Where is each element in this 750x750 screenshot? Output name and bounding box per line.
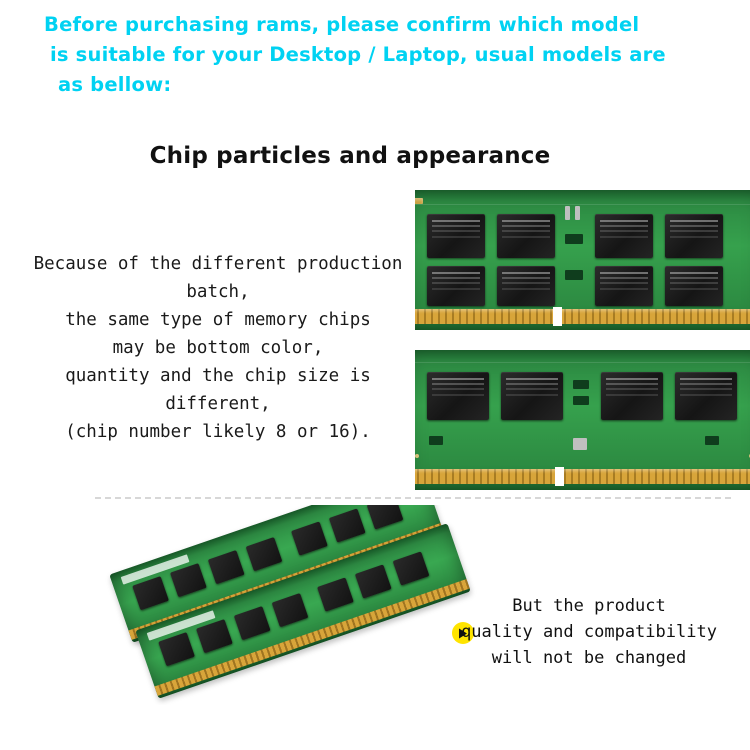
note-line-1: But the product (512, 596, 666, 616)
section-divider (95, 497, 735, 499)
description-line-3: may be bottom color, (112, 338, 324, 358)
memory-chip (427, 214, 485, 258)
memory-chip (132, 576, 169, 610)
pcb-trace (415, 204, 750, 205)
memory-chip (665, 214, 723, 258)
memory-chip (317, 577, 354, 611)
memory-chip (497, 266, 555, 306)
description-text (18, 250, 418, 446)
dimm-photo (90, 505, 490, 705)
memory-chip (246, 537, 283, 571)
memory-chip (665, 266, 723, 306)
memory-chip (595, 266, 653, 306)
smd-component (573, 396, 589, 405)
smd-component (573, 438, 587, 450)
memory-chip (601, 372, 663, 420)
headline-text (44, 10, 724, 100)
gold-contact-strip (415, 309, 750, 324)
memory-chip (208, 550, 245, 584)
sodimm-photo (415, 190, 750, 490)
memory-chip (158, 632, 195, 666)
smd-component (565, 234, 583, 244)
memory-chip (427, 266, 485, 306)
smd-component (575, 206, 580, 220)
memory-chip (497, 214, 555, 258)
pcb-via (415, 454, 419, 458)
description-line-2: the same type of memory chips (65, 310, 371, 330)
sodimm-module-top (415, 190, 750, 330)
note-line-2: quality and compatibility (461, 622, 717, 642)
memory-chip (367, 505, 404, 530)
module-key-notch (553, 307, 562, 326)
note-line-3: will not be changed (491, 648, 687, 668)
memory-chip (272, 593, 309, 627)
memory-chip (427, 372, 489, 420)
memory-chip (355, 564, 392, 598)
module-key-notch (555, 467, 564, 486)
memory-chip (595, 214, 653, 258)
smd-component (565, 206, 570, 220)
pcb-trace (415, 362, 750, 363)
description-line-5: (chip number likely 8 or 16). (65, 422, 371, 442)
smd-component (705, 436, 719, 445)
gold-contact-strip (415, 469, 750, 484)
headline-line-3: as bellow: (58, 73, 172, 96)
sodimm-module-bottom (415, 350, 750, 490)
smd-component (565, 270, 583, 280)
note-text (454, 593, 724, 671)
smd-component (429, 436, 443, 445)
memory-chip (501, 372, 563, 420)
memory-chip (675, 372, 737, 420)
section-title: Chip particles and appearance (149, 143, 551, 169)
memory-chip (234, 606, 271, 640)
smd-component (573, 380, 589, 389)
memory-chip (329, 508, 366, 542)
memory-chip (170, 563, 207, 597)
headline-line-1: Before purchasing rams, please confirm which model (44, 13, 640, 36)
memory-chip (196, 619, 233, 653)
memory-chip (291, 521, 328, 555)
description-line-1: Because of the different production batch, (33, 254, 403, 302)
headline-line-2: is suitable for your Desktop / Laptop, usual models are (50, 43, 666, 66)
memory-chip (393, 551, 430, 585)
description-line-4: quantity and the chip size is different, (65, 366, 371, 414)
